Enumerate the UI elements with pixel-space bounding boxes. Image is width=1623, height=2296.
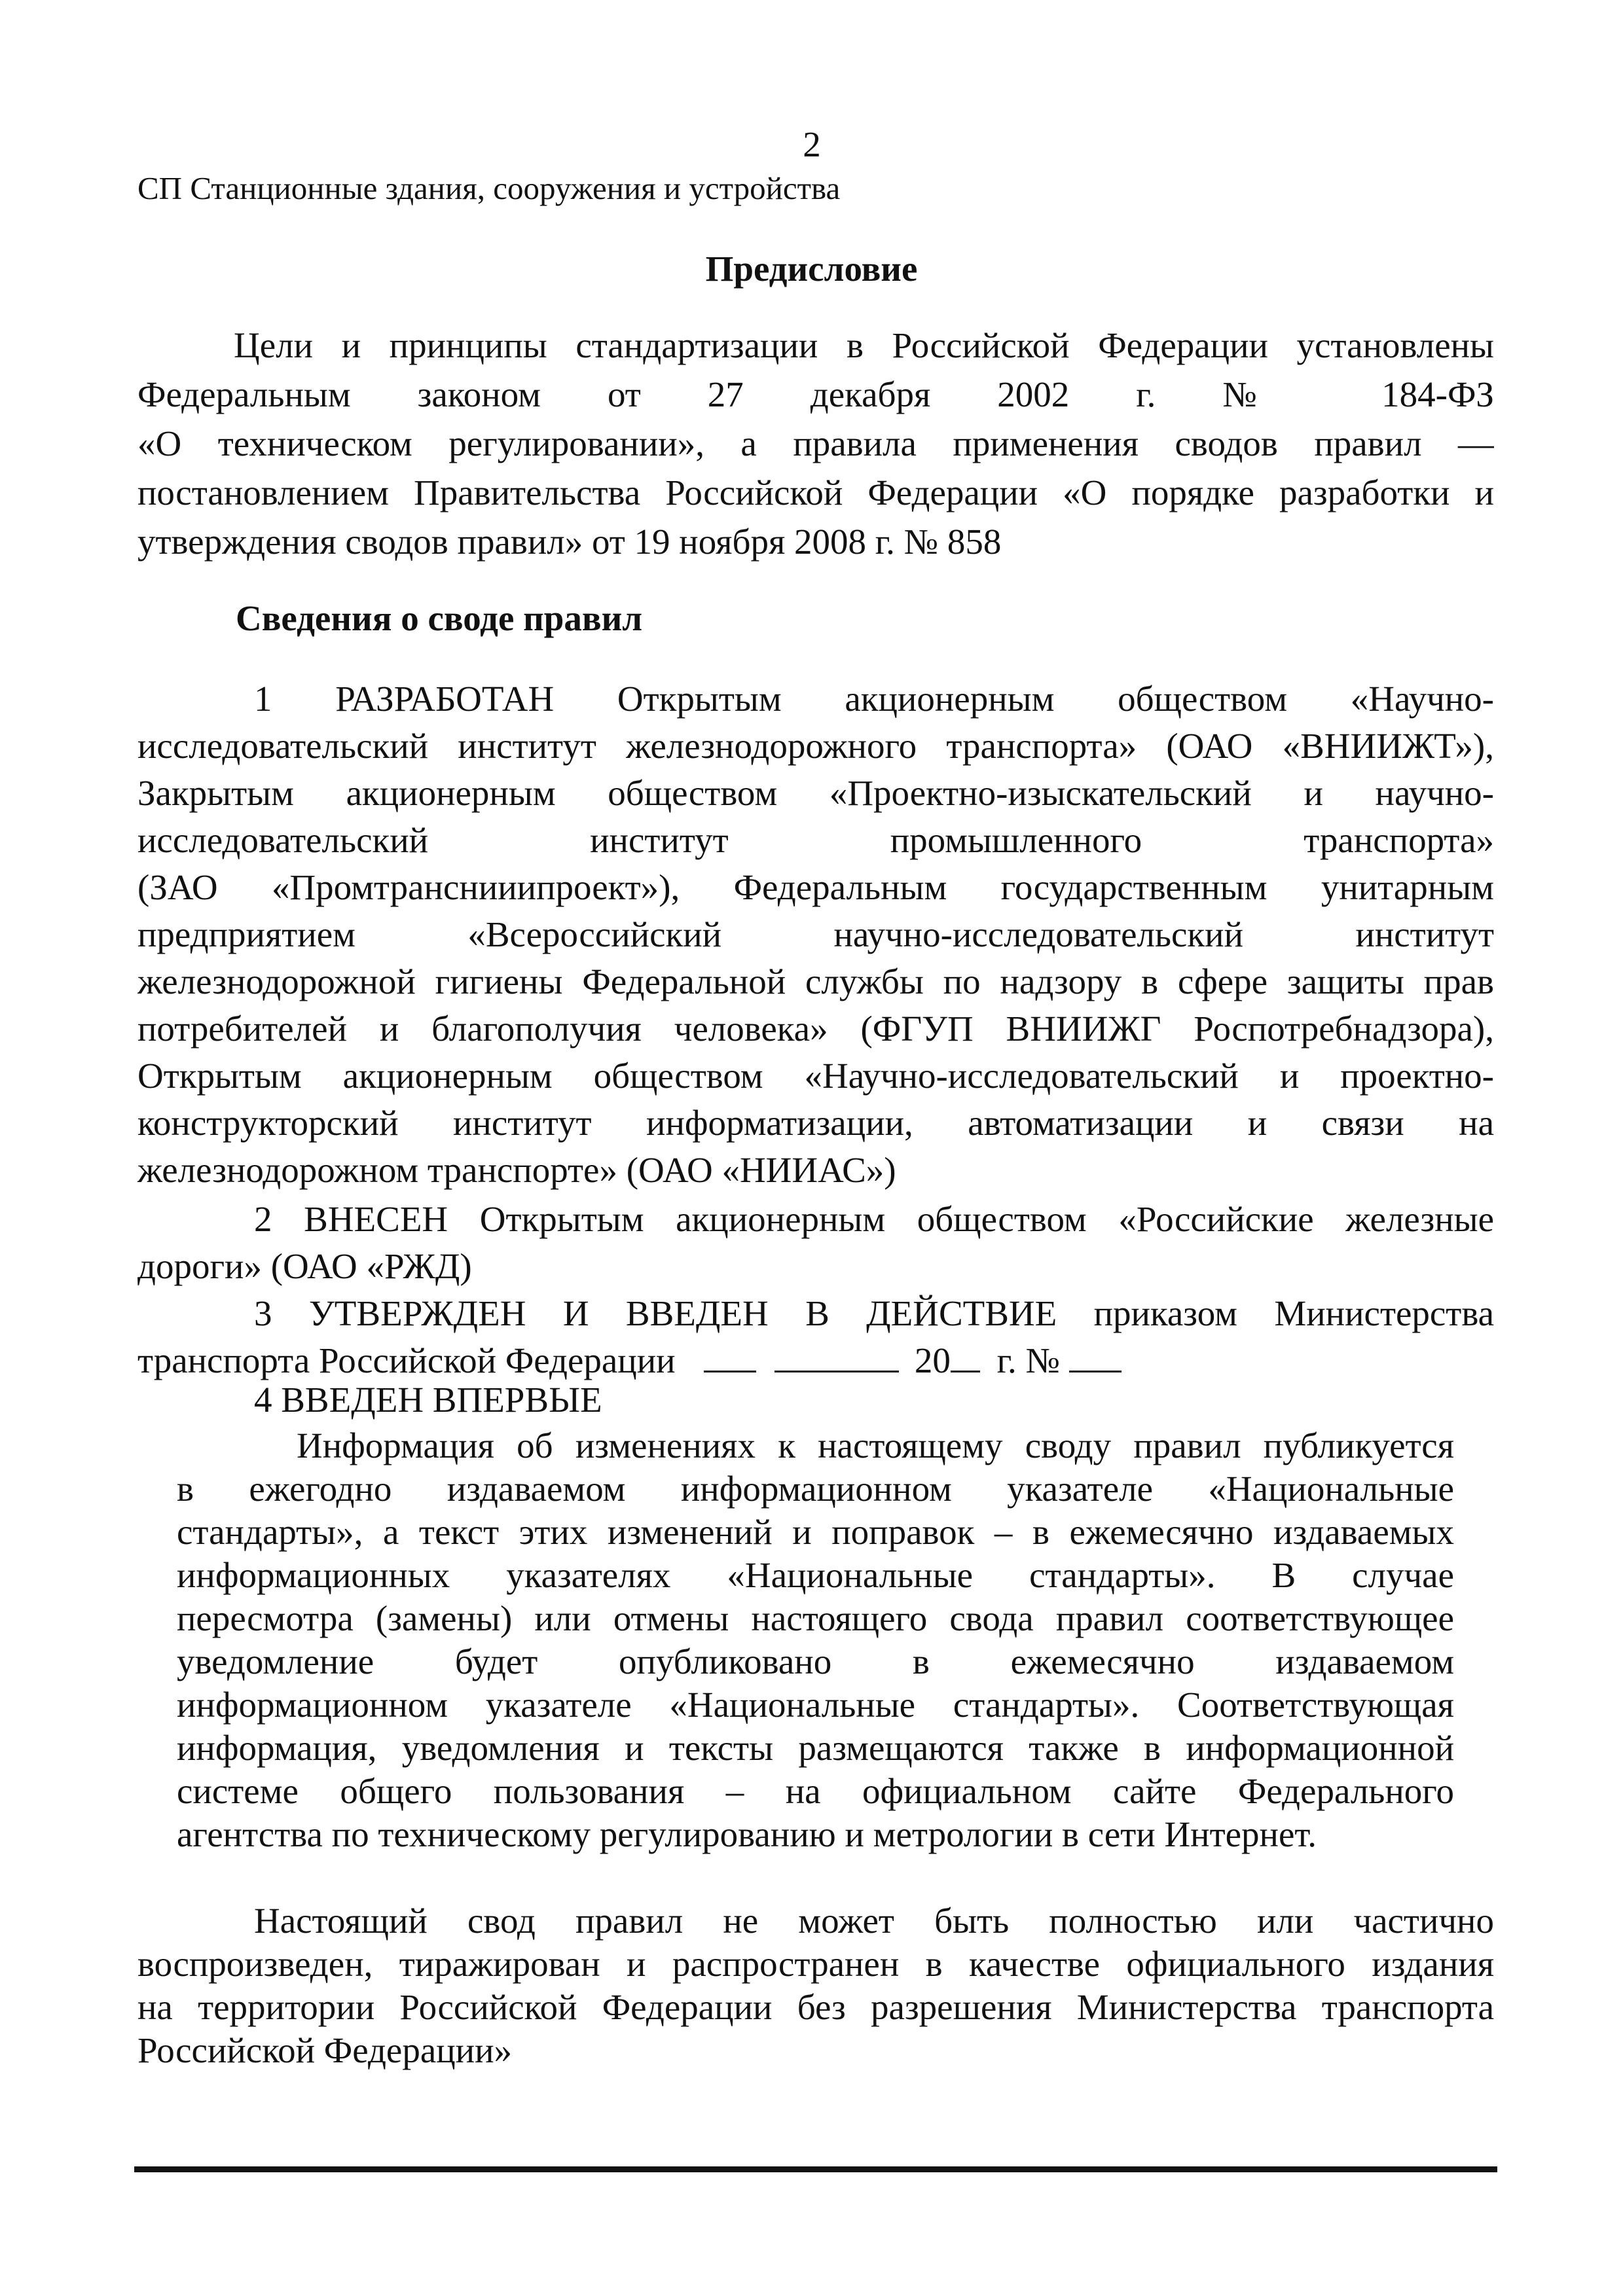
preface-title: Предисловие — [705, 249, 918, 289]
item1-line: (ЗАО «Промтранснииипроект»), Федеральным государственным унитарным — [137, 867, 1494, 907]
item1-line: конструкторский институт информатизации, автоматизации и связи на — [137, 1103, 1494, 1143]
final-line: на территории Российской Федерации без разрешения Министерства транспорта — [137, 1987, 1494, 2027]
preface-line: утверждения сводов правил» от 19 ноября 2008 г. № 858 — [137, 522, 1002, 562]
item1-line: исследовательский институт железнодорожного транспорта» (ОАО «ВНИИЖТ»), — [137, 726, 1494, 766]
info-block-line: уведомление будет опубликовано в ежемесячно издаваемом — [177, 1641, 1454, 1681]
running-header: СП Станционные здания, сооружения и устройства — [137, 170, 841, 206]
item3-text: транспорта Российской Федерации — [137, 1340, 676, 1380]
info-block-line: информационном указателе «Национальные стандарты». Соответствующая — [177, 1685, 1454, 1725]
page-number: 2 — [803, 124, 821, 164]
info-block-line: информационных указателях «Национальные стандарты». В случае — [177, 1555, 1454, 1595]
preface-line: Федеральным законом от 27 декабря 2002 г. № 184-ФЗ — [137, 374, 1494, 414]
item1-line: Открытым акционерным обществом «Научно-исследовательский и проектно- — [137, 1056, 1494, 1096]
footer-rule — [134, 2166, 1497, 2172]
number-label: г. № — [996, 1340, 1060, 1380]
final-line: Российской Федерации» — [137, 2030, 513, 2070]
item1-line: 1 РАЗРАБОТАН Открытым акционерным обществом «Научно- — [254, 679, 1494, 719]
info-block-line: агентства по техническому регулированию и метрологии в сети Интернет. — [177, 1814, 1317, 1854]
month-blank — [775, 1339, 899, 1372]
preface-line: «О техническом регулировании», а правила применения сводов правил — — [137, 423, 1494, 463]
info-block-line: Информация об изменениях к настоящему своду правил публикуется — [297, 1426, 1454, 1465]
item1-line: железнодорожном транспорте» (ОАО «НИИАС») — [137, 1150, 896, 1190]
item2-line: дороги» (ОАО «РЖД) — [137, 1246, 472, 1286]
info-block-line: стандарты», а текст этих изменений и поправок – в ежемесячно издаваемых — [177, 1512, 1454, 1552]
item2-line: 2 ВНЕСЕН Открытым акционерным обществом «Российские железные — [254, 1199, 1494, 1239]
item1-line: железнодорожной гигиены Федеральной службы по надзору в сфере защиты прав — [137, 961, 1494, 1001]
info-block-line: пересмотра (замены) или отмены настоящего свода правил соответствующее — [177, 1598, 1454, 1638]
item1-line: исследовательский институт промышленного транспорта» — [137, 820, 1494, 860]
info-block-line: в ежегодно издаваемом информационном указателе «Национальные — [177, 1469, 1454, 1509]
info-block-line: системе общего пользования – на официальном сайте Федерального — [177, 1771, 1454, 1811]
year-blank — [951, 1339, 980, 1372]
item1-line: Закрытым акционерным обществом «Проектно-изыскательский и научно- — [137, 773, 1494, 813]
item1-line: предприятием «Всероссийский научно-исследовательский институт — [137, 914, 1494, 954]
preface-line: постановлением Правительства Российской Федерации «О порядке разработки и — [137, 473, 1494, 512]
year-prefix: 20 — [914, 1340, 951, 1380]
item1-line: потребителей и благополучия человека» (ФГУП ВНИИЖГ Роспотребнадзора), — [137, 1009, 1494, 1049]
final-line: Настоящий свод правил не может быть полностью или частично — [254, 1901, 1494, 1941]
item4-line: 4 ВВЕДЕН ВПЕРВЫЕ — [254, 1380, 602, 1420]
day-blank — [704, 1339, 756, 1372]
info-block-line: информация, уведомления и тексты размещаются также в информационной — [177, 1728, 1454, 1768]
info-title: Сведения о своде правил — [236, 598, 643, 638]
final-line: воспроизведен, тиражирован и распространен в качестве официального издания — [137, 1944, 1494, 1984]
item3-line: 3 УТВЕРЖДЕН И ВВЕДЕН В ДЕЙСТВИЕ приказом Министерства — [254, 1293, 1494, 1333]
preface-line: Цели и принципы стандартизации в Российской Федерации установлены — [234, 325, 1494, 365]
item3-line-approval — [137, 1339, 1122, 1382]
number-blank — [1069, 1339, 1122, 1372]
